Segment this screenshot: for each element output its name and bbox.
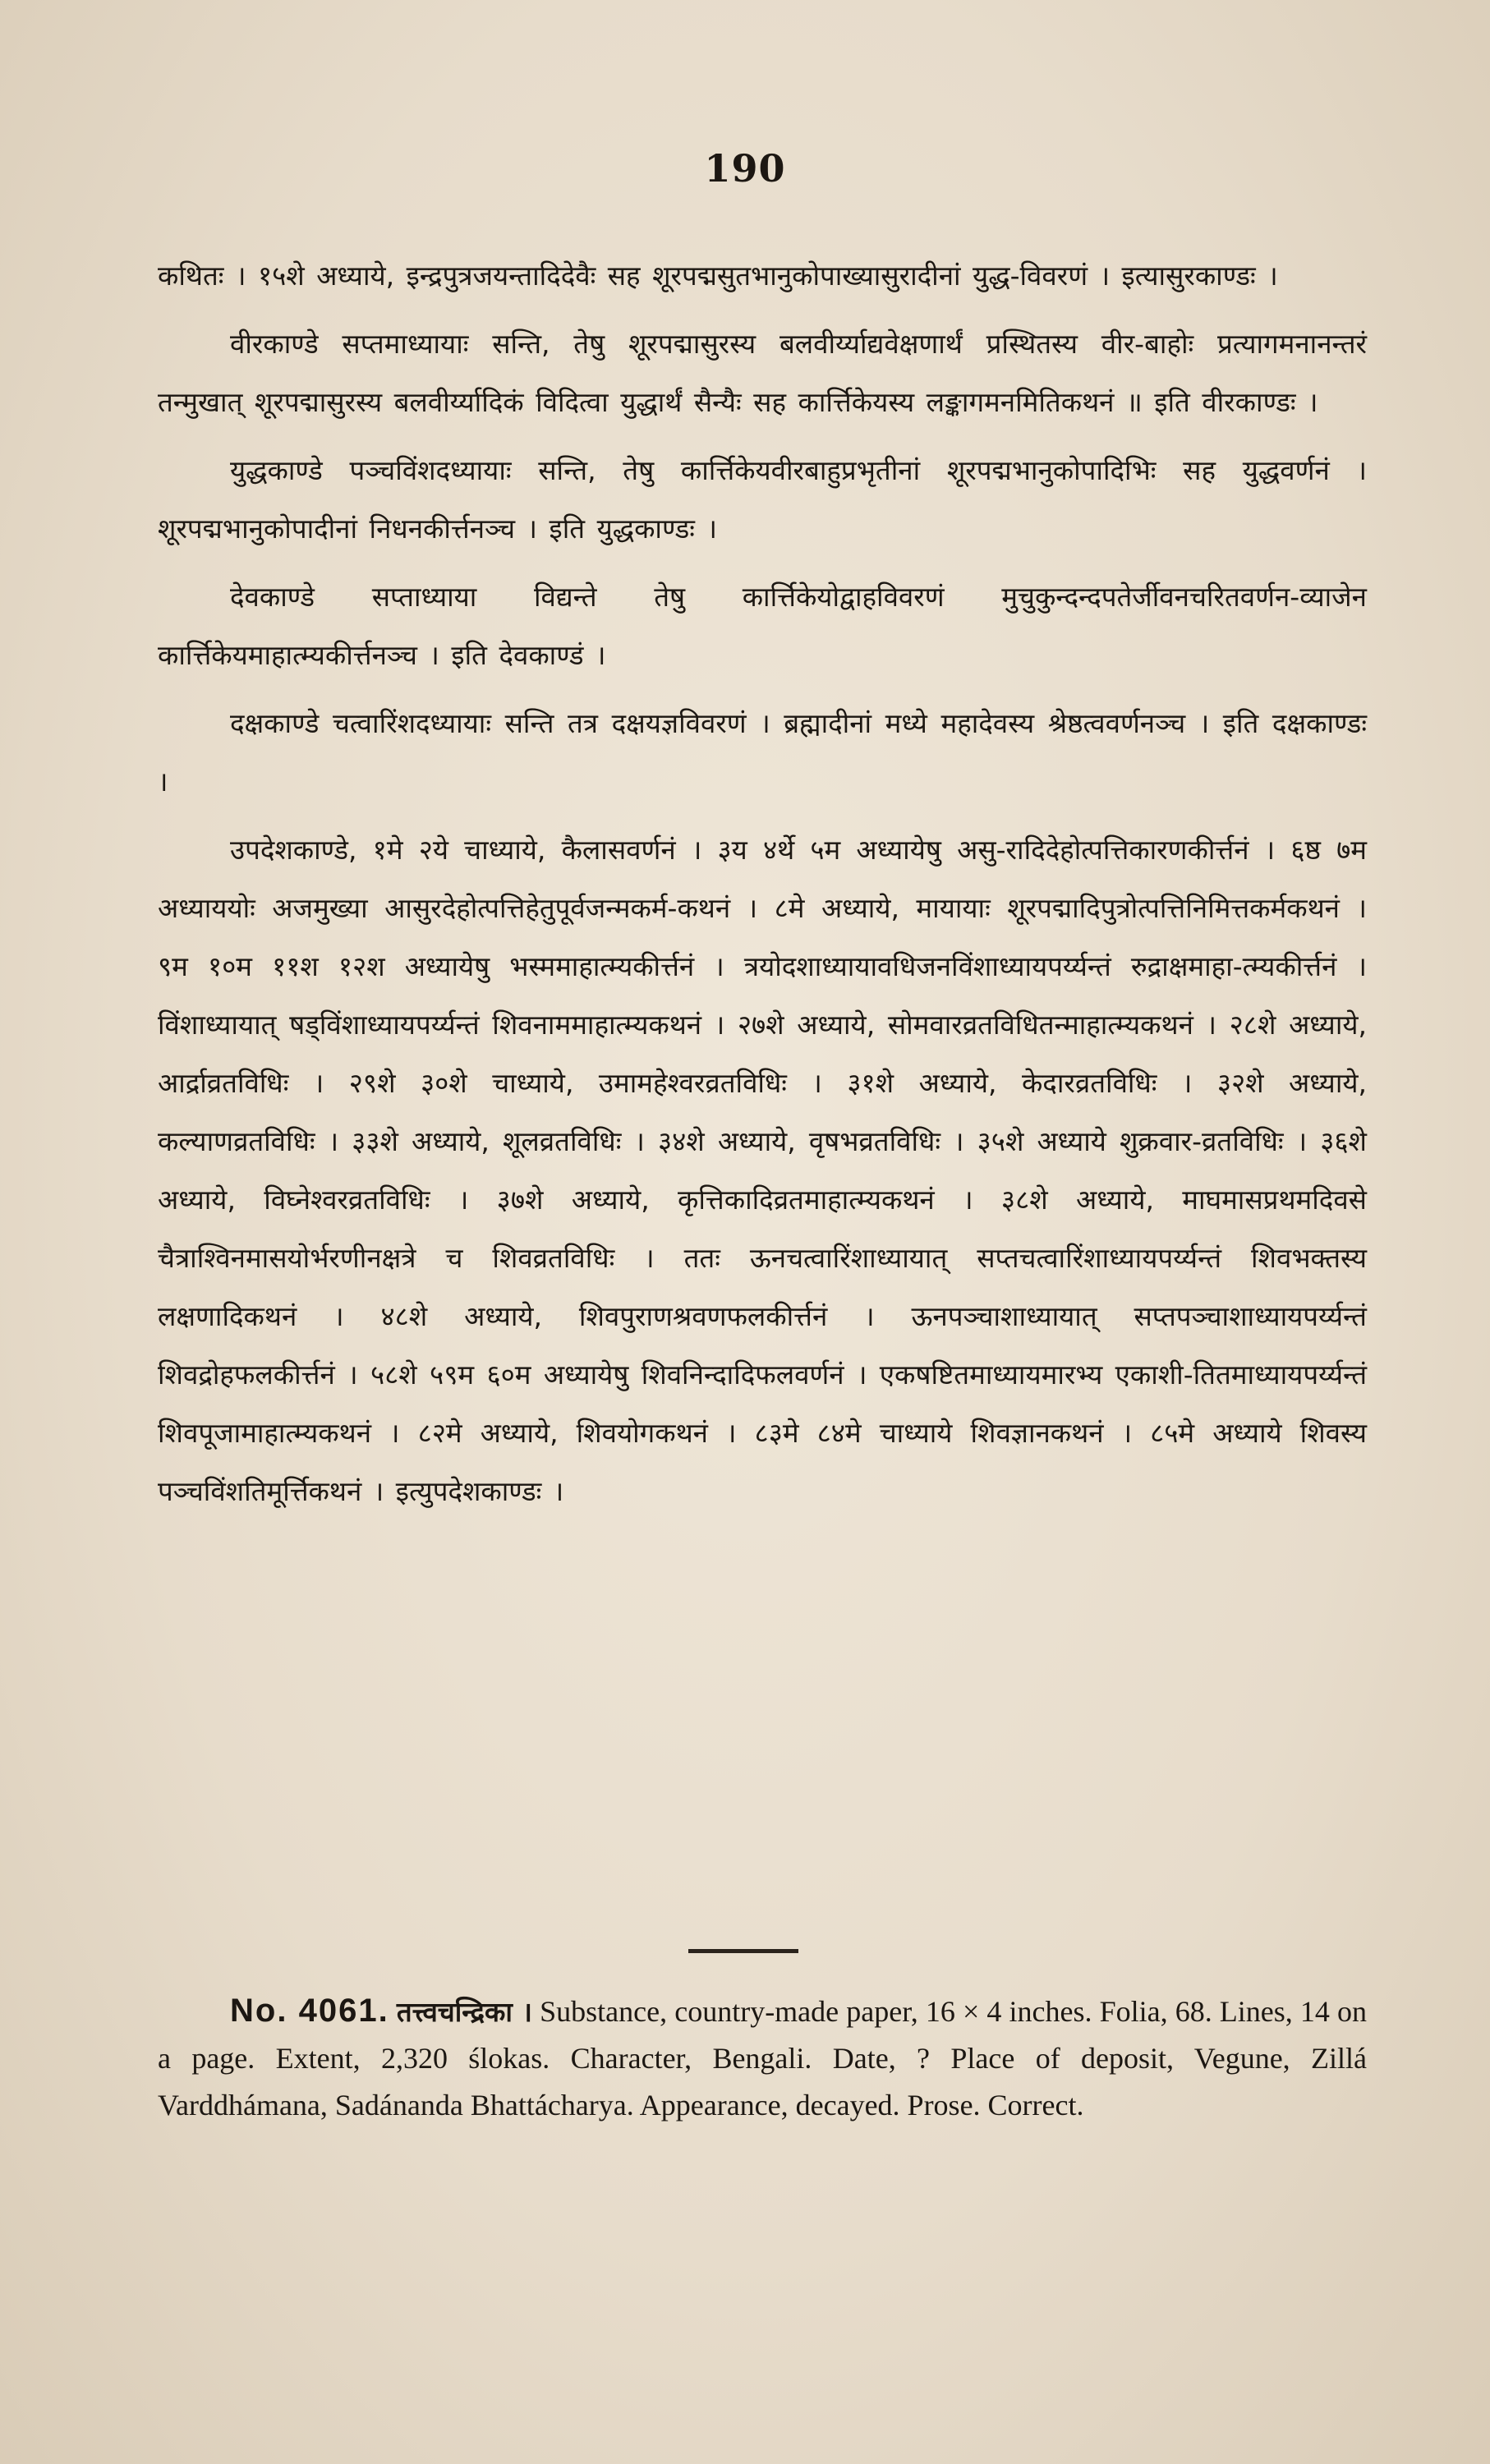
paragraph-upadesha-kanda: उपदेशकाण्डे, १मे २ये चाध्याये, कैलासवर्णनं । ३य ४र्थे ५म अध्यायेषु असु-रादिदेहोत्पत्तिकारणकीर्त्तनं । ६ष्ठ ७म अध्याययोः अजमुख्या आसुरदेहोत्पत्तिहेतुपूर्वजन्मकर्म-कथनं । ८मे अध्याये, मायायाः शूरपद्मादिपुत्रोत्पत्तिनिमित्तकर्मकथनं । ९म १०म ११श १२श अध्यायेषु भस्ममाहात्म्यकीर्त्तनं । त्रयोदशाध्यायावधिजनविंशाध्यायपर्य्यन्तं रुद्राक्षमाहा-त्म्यकीर्त्तनं । विंशाध्यायात् षड्विंशाध्यायपर्य्यन्तं शिवनाममाहात्म्यकथनं । २७शे अध्याये, सोमवारव्रतविधितन्माहात्म्यकथनं । २८शे अध्याये, आर्द्राव्रतविधिः । २९शे ३०शे चाध्याये, उमामहेश्वरव्रतविधिः । ३१शे अध्याये, केदारव्रतविधिः । ३२शे अध्याये, कल्याणव्रतविधिः । ३३शे अध्याये, शूलव्रतविधिः । ३४शे अध्याये, वृषभव्रतविधिः । ३५शे अध्याये शुक्रवार-व्रतविधिः । ३६शे अध्याये, विघ्नेश्वरव्रतविधिः । ३७शे अध्याये, कृत्तिकादिव्रतमाहात्म्यकथनं । ३८शे अध्याये, माघमासप्रथमदिवसे चैत्राश्विनमासयोर्भरणीनक्षत्रे च शिवव्रतविधिः । ततः ऊनचत्वारिंशाध्यायात् सप्तचत्वारिंशाध्यायपर्य्यन्तं शिवभक्तस्य लक्षणादिकथनं । ४८शे अध्याये, शिवपुराणश्रवणफलकीर्त्तनं । ऊनपञ्चाशाध्यायात् सप्तपञ्चाशाध्यायपर्य्यन्तं शिवद्रोहफलकीर्त्तनं । ५८शे ५९म ६०म अध्यायेषु शिवनिन्दादिफलवर्णनं । एकषष्टितमाध्यायमारभ्य एकाशी-तितमाध्यायपर्य्यन्तं शिवपूजामाहात्म्यकथनं । ८२मे अध्याये, शिवयोगकथनं । ८३मे ८४मे चाध्याये शिवज्ञानकथनं । ८५मे अध्याये शिवस्य पञ्चविंशतिमूर्त्तिकथनं । इत्युपदेशकाण्डः । [158, 834, 1367, 1507]
paragraph-daksha-kanda: दक्षकाण्डे चत्वारिंशदध्यायाः सन्ति तत्र दक्षयज्ञविवरणं । ब्रह्मादीनां मध्ये महादेवस्य श्रेष्ठत्ववर्णनञ्च । इति दक्षकाण्डः । [158, 707, 1367, 798]
body-text [158, 246, 1367, 1530]
paragraph-yuddha-kanda: युद्धकाण्डे पञ्चविंशदध्यायाः सन्ति, तेषु कार्त्तिकेयवीरबाहुप्रभृतीनां शूरपद्मभानुकोपादिभिः सह युद्धवर्णनं । शूरपद्मभानुकोपादीनां निधनकीर्त्तनञ्च । इति युद्धकाण्डः । [158, 454, 1367, 545]
entry-number: No. 4061. [230, 1993, 389, 2029]
entry-title: तत्त्वचन्द्रिका । [396, 1996, 533, 2028]
paragraph-asura-kanda-end: कथितः । १५शे अध्याये, इन्द्रपुत्रजयन्तादिदेवैः सह शूरपद्मसुतभानुकोपाख्यासुरादीनां युद्ध-विवरणं । इत्यासुरकाण्डः । [158, 260, 1278, 292]
section-divider [688, 1949, 798, 1953]
paragraph-deva-kanda: देवकाण्डे सप्ताध्याया विद्यन्ते तेषु कार्त्तिकेयोद्वाहविवरणं मुचुकुन्दन्दपतेर्जीवनचरितवर्णन-व्याजेन कार्त्तिकेयमाहात्म्यकीर्त्तनञ्च । इति देवकाण्डं । [158, 581, 1367, 671]
entry-description: Substance, country-made paper, 16 × 4 inches. Folia, 68. Lines, 14 on a page. Extent, 2,320 ślokas. Character, Bengali. Date, ? Place of deposit, Vegune, Zillá Varddhámana, Sadánanda Bhattácharya. Appearance, decayed. Prose. Correct. [158, 1995, 1368, 2122]
catalogue-entry [158, 1988, 1367, 2129]
paragraph-vira-kanda: वीरकाण्डे सप्तमाध्यायाः सन्ति, तेषु शूरपद्मासुरस्य बलवीर्य्याद्यवेक्षणार्थं प्रस्थितस्य वीर-बाहोः प्रत्यागमनानन्तरं तन्मुखात् शूरपद्मासुरस्य बलवीर्य्यादिकं विदित्वा युद्धार्थं सैन्यैः सह कार्त्तिकेयस्य लङ्कागमनमितिकथनं ॥ इति वीरकाण्डः । [158, 328, 1367, 418]
page-number: 190 [704, 146, 786, 191]
